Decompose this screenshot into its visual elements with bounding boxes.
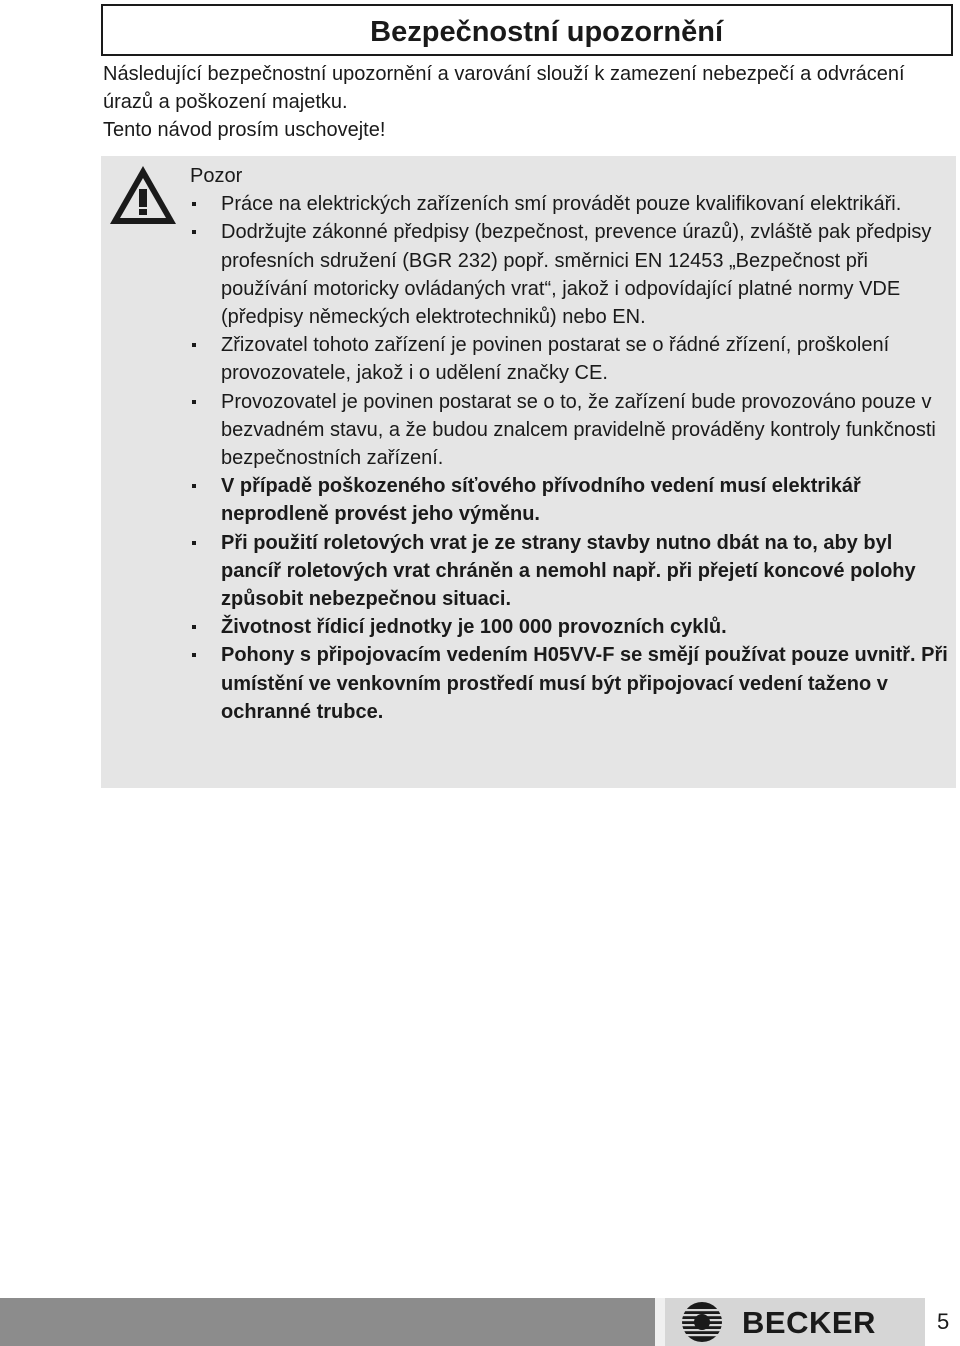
warning-content	[190, 162, 950, 726]
warning-item: Práce na elektrických zařízeních smí provádět pouze kvalifikovaní elektrikáři.	[190, 190, 950, 218]
warning-item: Pohony s připojovacím vedením H05VV-F se smějí používat pouze uvnitř. Při umístění ve venkovním prostředí musí být připojovací vedení taženo v ochranné trubce.	[190, 641, 950, 726]
warning-box	[101, 156, 956, 788]
intro-keep-manual: Tento návod prosím uschovejte!	[103, 119, 386, 141]
warning-item: Zřizovatel tohoto zařízení je povinen postarat se o řádné zřízení, proškolení provozovatele, jakož i o udělení značky CE.	[190, 331, 950, 387]
warning-heading: Pozor	[190, 165, 243, 187]
page-title: Bezpečnostní upozornění	[370, 16, 723, 48]
warning-item: Provozovatel je povinen postarat se o to, že zařízení bude provozováno pouze v bezvadném stavu, a že budou znalcem pravidelně prováděny kontroly funkčnosti bezpečnostních zařízení.	[190, 388, 950, 473]
warning-item: Při použití roletových vrat je ze strany stavby nutno dbát na to, aby byl pancíř roletových vrat chráněn a nemohl např. při přejetí koncové polohy způsobit nebezpečnou situaci.	[190, 529, 950, 614]
intro-section	[103, 60, 953, 144]
warning-item: Životnost řídicí jednotky je 100 000 provozních cyklů.	[190, 613, 950, 641]
footer-divider	[655, 1298, 665, 1346]
warning-item: V případě poškozeného síťového přívodního vedení musí elektrikář neprodleně provést jeho výměnu.	[190, 472, 950, 528]
footer-bar	[0, 1298, 655, 1346]
becker-logo-icon	[681, 1301, 723, 1343]
warning-list	[190, 190, 950, 726]
page-number: 5	[937, 1309, 950, 1334]
brand-logo-text: BECKER	[742, 1305, 876, 1340]
warning-item: Dodržujte zákonné předpisy (bezpečnost, prevence úrazů), zvláště pak předpisy profesních sdružení (BGR 232) popř. směrnici EN 12453 „Bezpečnost při používání motoricky ovládaných vrat“, jakož i odpovídající platné normy VDE (předpisy německých elektrotechniků) nebo EN.	[190, 218, 950, 331]
warning-triangle-icon	[108, 164, 178, 226]
title-box	[101, 4, 953, 56]
intro-text: Následující bezpečnostní upozornění a varování slouží k zamezení nebezpečí a odvrácení úrazů a poškození majetku.	[103, 63, 905, 113]
